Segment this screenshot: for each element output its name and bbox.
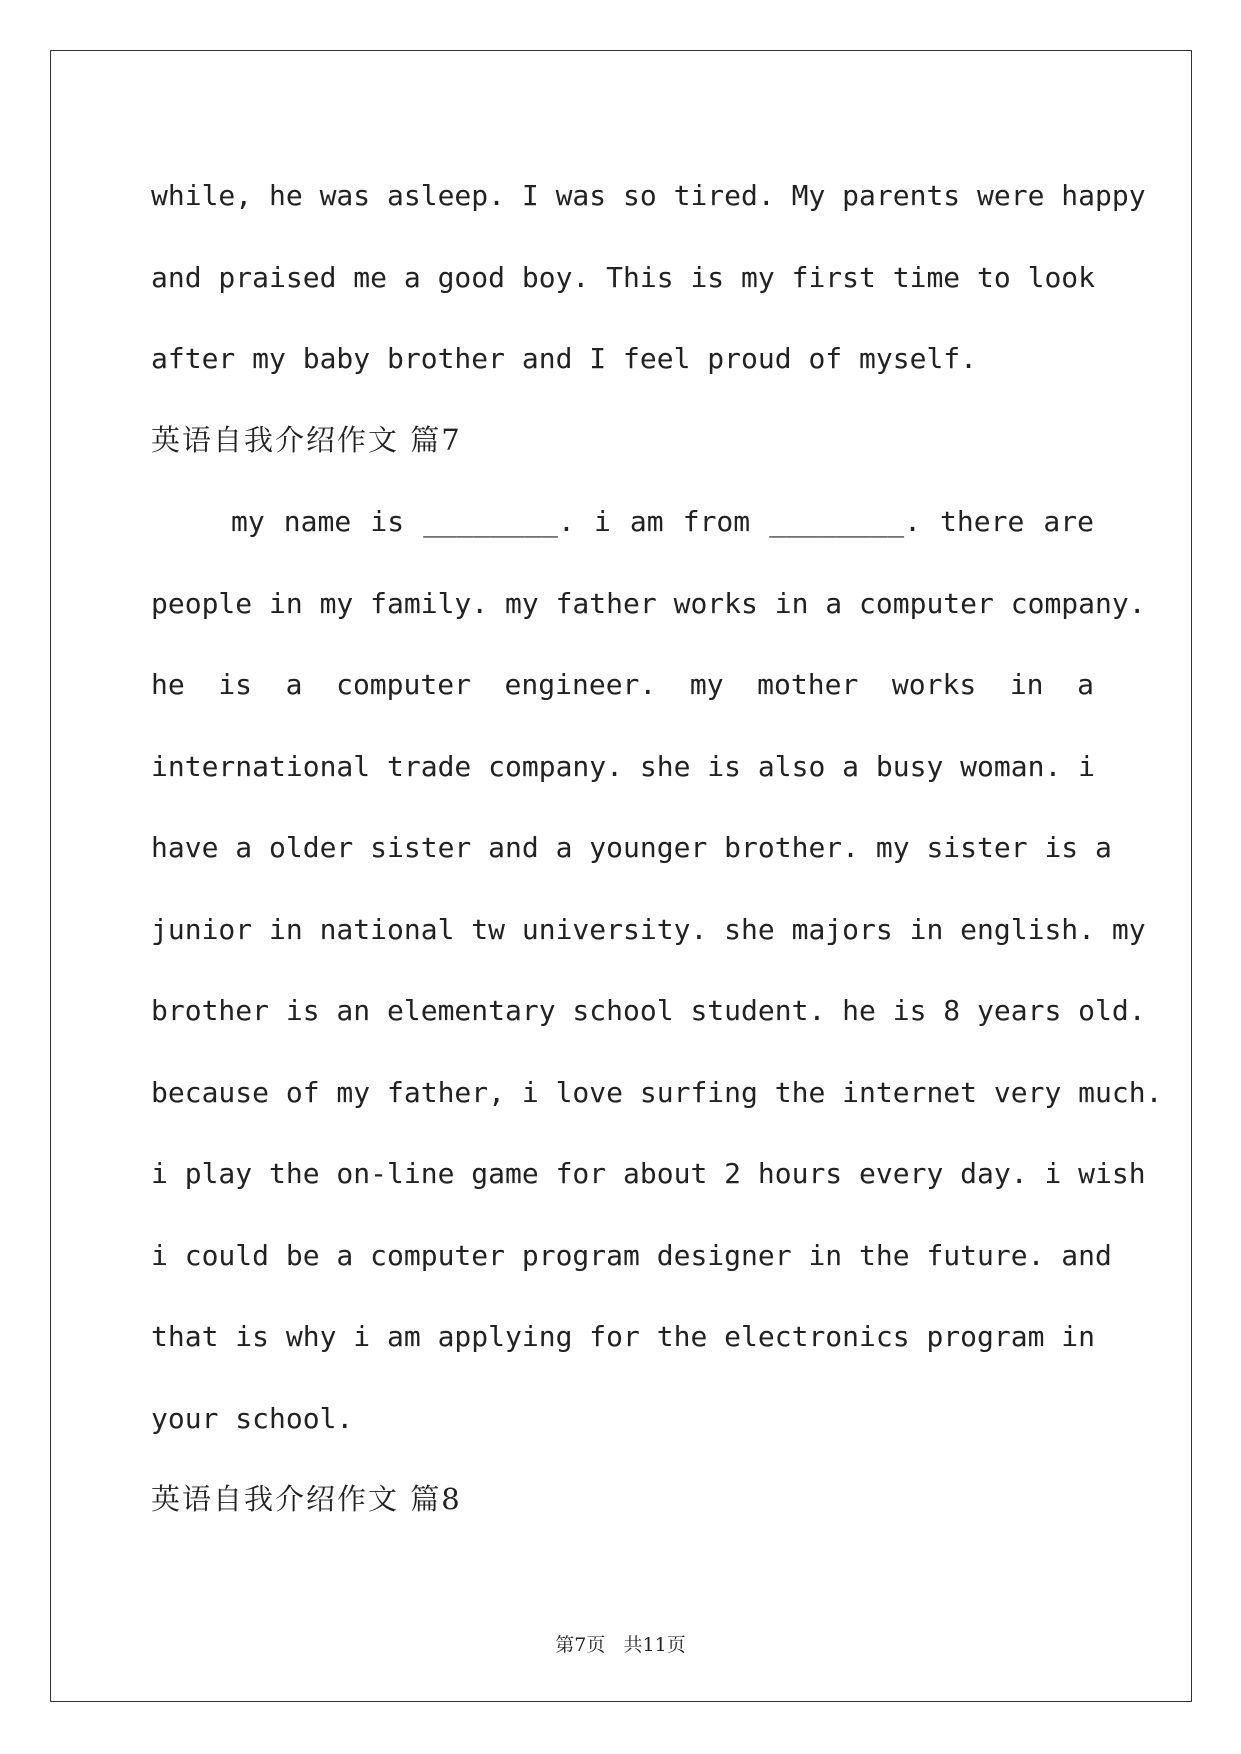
text-line: have a older sister and a younger brother. my sister is a [151, 831, 1112, 864]
section-heading-7: 英语自我介绍作文 篇7 [151, 422, 462, 457]
document-body [151, 155, 1163, 1541]
text-line: brother is an elementary school student. he is 8 years old. [151, 994, 1146, 1027]
text-line: international trade company. she is also a busy woman. i [151, 749, 1096, 783]
text-line: people in my family. my father works in a computer company. [151, 586, 1146, 620]
text-line: and praised me a good boy. This is my first time to look [151, 260, 1096, 294]
text-line: junior in national tw university. she majors in english. my [151, 912, 1146, 946]
text-line: because of my father, i love surfing the internet very much. [151, 1075, 1163, 1109]
text-line: after my baby brother and I feel proud of myself. [151, 342, 978, 375]
text-line: i could be a computer program designer in the future. and [151, 1238, 1112, 1272]
text-line: your school. [151, 1401, 354, 1435]
text-line: while, he was asleep. I was so tired. My parents were happy [151, 179, 1146, 212]
page-footer [0, 1630, 1241, 1657]
section-heading-8: 英语自我介绍作文 篇8 [151, 1482, 462, 1516]
page-number: 第7页 [555, 1634, 606, 1656]
text-line: he is a computer engineer. my mother works in a [151, 668, 1094, 701]
page-total: 共11页 [623, 1634, 686, 1656]
text-line: my name is ________. i am from ________. there are [231, 505, 1094, 538]
text-line: i play the on-line game for about 2 hours every day. i wish [151, 1157, 1146, 1190]
text-line: that is why i am applying for the electronics program in [151, 1320, 1096, 1353]
